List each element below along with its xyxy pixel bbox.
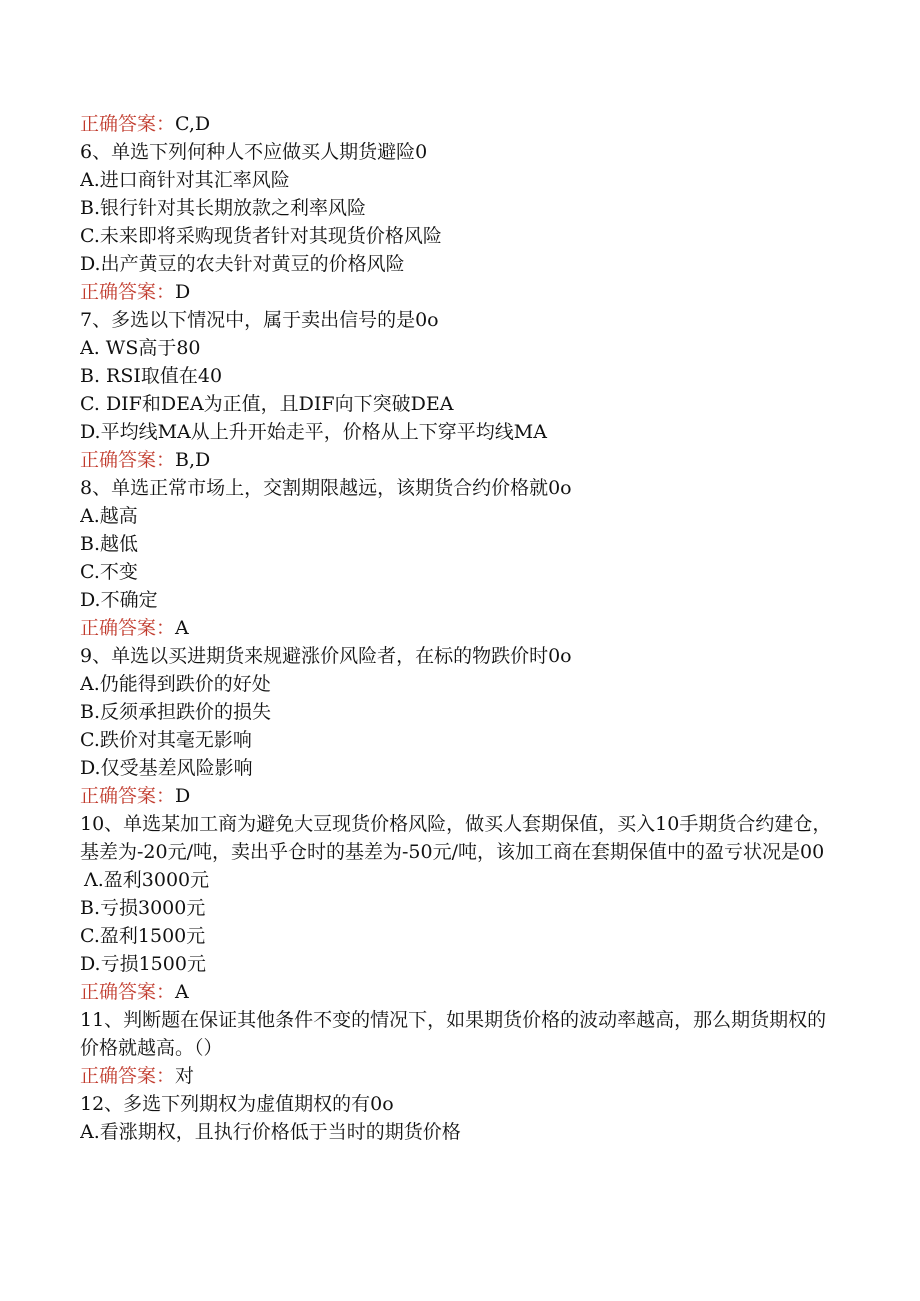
question-text: 6、单选下列何种人不应做买人期货避险0 — [80, 141, 428, 163]
answer-label: 正确答案： — [80, 1065, 176, 1087]
option-text: D.不确定 — [80, 589, 158, 611]
answer-value: D — [175, 281, 191, 303]
option-text: D.仅受基差风险影响 — [80, 757, 253, 779]
option-text: B.亏损3000元 — [80, 897, 206, 919]
option-text: B. RSI取值在40 — [80, 365, 223, 387]
question-text: 7、多选以下情况中，属于卖出信号的是0o — [80, 309, 439, 331]
answer-line — [80, 782, 840, 810]
answer-line — [80, 978, 840, 1006]
question-text: 8、单选正常市场上，交割期限越远，该期货合约价格就0o — [80, 477, 572, 499]
option-text: D.平均线MA从上升开始走平，价格从上下穿平均线MA — [80, 421, 547, 443]
option-text: D.亏损1500元 — [80, 953, 206, 975]
answer-value: C,D — [175, 113, 211, 135]
option-text: D.出产黄豆的农夫针对黄豆的价格风险 — [80, 253, 405, 275]
answer-line — [80, 614, 840, 642]
option-text: C.未来即将采购现货者针对其现货价格风险 — [80, 225, 442, 247]
answer-line — [80, 278, 840, 306]
option-text: B.银行针对其长期放款之利率风险 — [80, 197, 367, 219]
answer-label: 正确答案： — [80, 785, 176, 807]
option-text: A.仍能得到跌价的好处 — [80, 673, 271, 695]
option-text: A.越高 — [80, 505, 138, 527]
answer-value: 对 — [175, 1065, 195, 1087]
option-text: C.不变 — [80, 561, 138, 583]
answer-label: 正确答案： — [80, 981, 176, 1003]
option-text: C.盈利1500元 — [80, 925, 206, 947]
question-text: 9、单选以买进期货来规避涨价风险者，在标的物跌价时0o — [80, 645, 572, 667]
option-text: A.看涨期权，且执行价格低于当时的期货价格 — [80, 1121, 461, 1143]
answer-value: B,D — [175, 449, 211, 471]
question-text: 11、判断题在保证其他条件不变的情况下，如果期货价格的波动率越高，那么期货期权的价格就越高。（） — [80, 1009, 827, 1059]
answer-label: 正确答案： — [80, 617, 176, 639]
option-text: A.进口商针对其汇率风险 — [80, 169, 290, 191]
answer-value: D — [175, 785, 191, 807]
option-text: B.越低 — [80, 533, 139, 555]
option-text: Λ.盈利3000元 — [84, 869, 210, 891]
option-text: A. WS高于80 — [80, 337, 201, 359]
question-text: 10、单选某加工商为避免大豆现货价格风险，做买人套期保值，买入10手期货合约建仓，基差为-20元/吨，卖出乎仓时的基差为-50元/吨，该加工商在套期保值中的盈亏状况是00 — [80, 813, 832, 863]
question-text: 12、多选下列期权为虚值期权的有0o — [80, 1093, 394, 1115]
option-text: C.跌价对其毫无影响 — [80, 729, 252, 751]
option-text: C. DIF和DEA为正值，且DIF向下突破DEA — [80, 393, 454, 415]
answer-value: A — [175, 981, 189, 1003]
document-body — [80, 110, 840, 1146]
answer-label: 正确答案： — [80, 113, 176, 135]
answer-label: 正确答案： — [80, 449, 176, 471]
answer-value: A — [175, 617, 189, 639]
answer-line — [80, 110, 840, 138]
answer-label: 正确答案： — [80, 281, 176, 303]
option-text: B.反须承担跌价的损失 — [80, 701, 272, 723]
answer-line — [80, 446, 840, 474]
answer-line — [80, 1062, 840, 1090]
